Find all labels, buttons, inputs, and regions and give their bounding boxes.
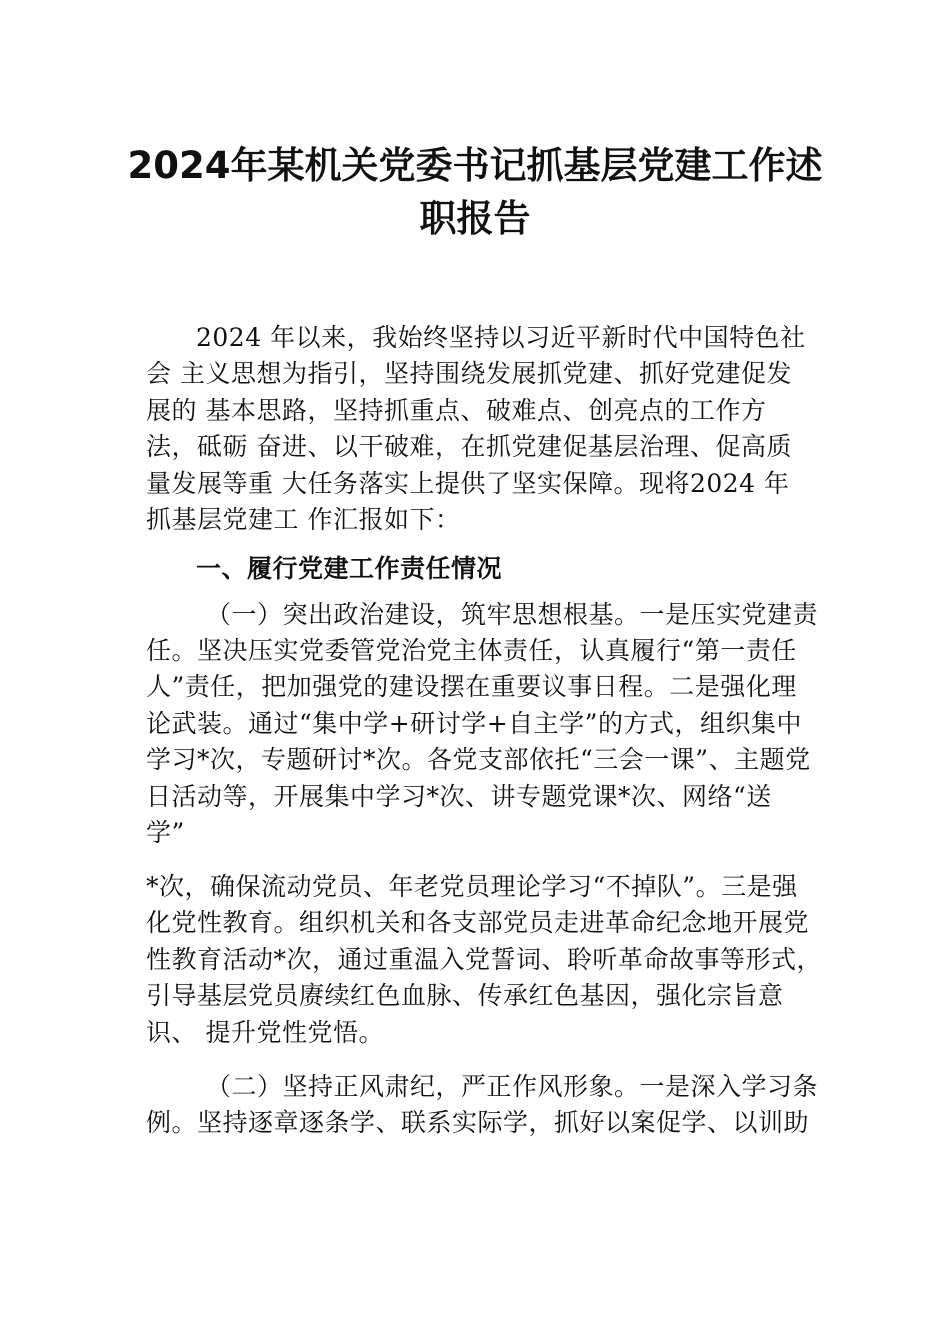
body-line: 学习*次，专题研讨*次。各党支部依托“三会一课”、主题党 [146,745,811,774]
body-line: 人”责任，把加强党的建设摆在重要议事日程。二是强化理 [146,672,797,701]
intro-line: 展的 基本思路，坚持抓重点、破难点、创亮点的工作方 [146,396,767,425]
body-line: 任。坚决压实党委管党治党主体责任，认真履行“第一责任 [146,636,797,665]
document-title-line-1: 2024年某机关党委书记抓基层党建工作述 [127,144,823,187]
intro-line: 2024 年以来，我始终坚持以习近平新时代中国特色社 [196,323,806,352]
body-line: 引导基层党员赓续红色血脉、传承红色基因，强化宗旨意 [146,981,784,1010]
body-line: *次，确保流动党员、年老党员理论学习“不掉队”。三是强 [146,872,798,901]
body-line: （一）突出政治建设，筑牢思想根基。一是压实党建责 [206,600,819,629]
section-1-heading: 一、履行党建工作责任情况 [196,554,503,583]
intro-line: 量发展等重 大任务落实上提供了坚实保障。现将2024 年 [146,469,790,498]
body-line: 识、 提升党性党悟。 [146,1018,384,1047]
body-line: 例。坚持逐章逐条学、联系实际学，抓好以案促学、以训助 [146,1108,810,1137]
document-title-line-2: 职报告 [419,197,531,240]
body-line: 学” [146,818,185,847]
body-line: （二）坚持正风肃纪，严正作风形象。一是深入学习条 [206,1072,819,1101]
intro-line: 抓基层党建工 作汇报如下： [146,505,461,534]
intro-line: 会 主义思想为指引，坚持围绕发展抓党建、抓好党建促发 [146,359,792,388]
body-line: 日活动等，开展集中学习*次、讲专题党课*次、网络“送 [146,782,772,811]
intro-line: 法，砥砺 奋进、以干破难，在抓党建促基层治理、促高质 [146,432,792,461]
body-line: 化党性教育。组织机关和各支部党员走进革命纪念地开展党 [146,908,810,937]
body-line: 性教育活动*次，通过重温入党誓词、聆听革命故事等形式， [146,945,823,974]
body-line: 论武装。通过“集中学+研讨学+自主学”的方式，组织集中 [146,709,802,738]
